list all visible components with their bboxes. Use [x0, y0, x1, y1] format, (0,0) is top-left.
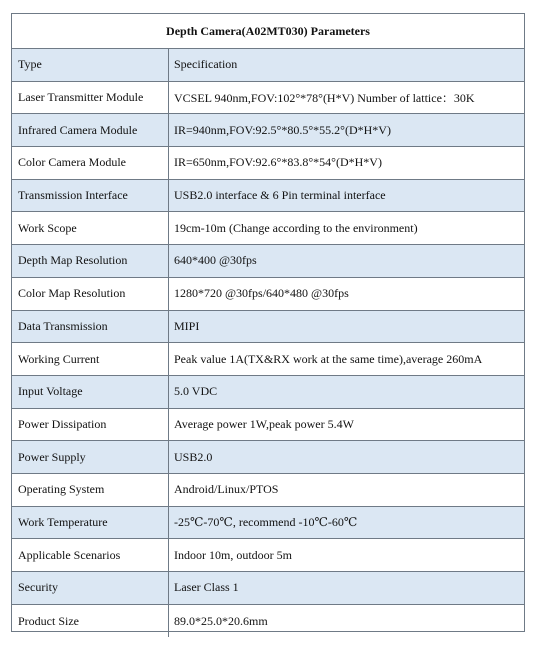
row-label: Applicable Scenarios — [12, 539, 169, 571]
row-value: -25℃-70℃, recommend -10℃-60℃ — [174, 514, 358, 529]
row-value: Indoor 10m, outdoor 5m — [174, 547, 292, 562]
table-title: Depth Camera(A02MT030) Parameters — [12, 14, 524, 49]
row-value: Laser Class 1 — [174, 580, 239, 595]
table-row — [12, 212, 524, 245]
row-value: IR=940nm,FOV:92.5°*80.5°*55.2°(D*H*V) — [174, 122, 391, 137]
row-value: Average power 1W,peak power 5.4W — [174, 416, 354, 431]
row-label: Power Supply — [12, 441, 169, 473]
table-row — [12, 245, 524, 278]
row-value: VCSEL 940nm,FOV:102°*78°(H*V) Number of lattice：30K — [174, 91, 475, 106]
row-value: Peak value 1A(TX&RX work at the same time),average 260mA — [174, 351, 483, 366]
row-label: Operating System — [12, 474, 169, 506]
table-row — [12, 114, 524, 147]
table-row — [12, 147, 524, 180]
row-label: Power Dissipation — [12, 409, 169, 441]
table-row — [12, 180, 524, 213]
row-label: Work Scope — [12, 212, 169, 244]
table-row — [12, 278, 524, 311]
row-value: USB2.0 — [174, 449, 213, 464]
row-label: Product Size — [12, 605, 169, 638]
row-label: Depth Map Resolution — [12, 245, 169, 277]
row-label: Color Map Resolution — [12, 278, 169, 310]
row-label: Laser Transmitter Module — [12, 82, 169, 114]
row-label: Work Temperature — [12, 507, 169, 539]
table-row — [12, 441, 524, 474]
row-value: 5.0 VDC — [174, 384, 218, 399]
row-value: USB2.0 interface & 6 Pin terminal interface — [174, 188, 386, 203]
row-value: 1280*720 @30fps/640*480 @30fps — [174, 286, 349, 301]
row-label: Type — [12, 49, 169, 81]
row-value: Specification — [174, 57, 238, 72]
table-row — [12, 49, 524, 82]
row-value: IR=650nm,FOV:92.6°*83.8°*54°(D*H*V) — [174, 155, 382, 170]
row-value: 19cm-10m (Change according to the environment) — [174, 220, 418, 235]
row-label: Security — [12, 572, 169, 604]
table-row — [12, 474, 524, 507]
row-label: Input Voltage — [12, 376, 169, 408]
row-value: 640*400 @30fps — [174, 253, 257, 268]
row-label: Transmission Interface — [12, 180, 169, 212]
row-value: Android/Linux/PTOS — [174, 482, 279, 497]
table-row — [12, 605, 524, 638]
row-value: 89.0*25.0*20.6mm — [174, 613, 268, 628]
table-row — [12, 376, 524, 409]
table-row — [12, 507, 524, 540]
table-row — [12, 311, 524, 344]
row-label: Working Current — [12, 343, 169, 375]
table-row — [12, 572, 524, 605]
table-row — [12, 343, 524, 376]
row-label: Color Camera Module — [12, 147, 169, 179]
table-row — [12, 539, 524, 572]
table-row — [12, 82, 524, 115]
row-label: Data Transmission — [12, 311, 169, 343]
row-value: MIPI — [174, 318, 200, 333]
parameters-table — [11, 13, 525, 632]
row-label: Infrared Camera Module — [12, 114, 169, 146]
table-row — [12, 409, 524, 442]
